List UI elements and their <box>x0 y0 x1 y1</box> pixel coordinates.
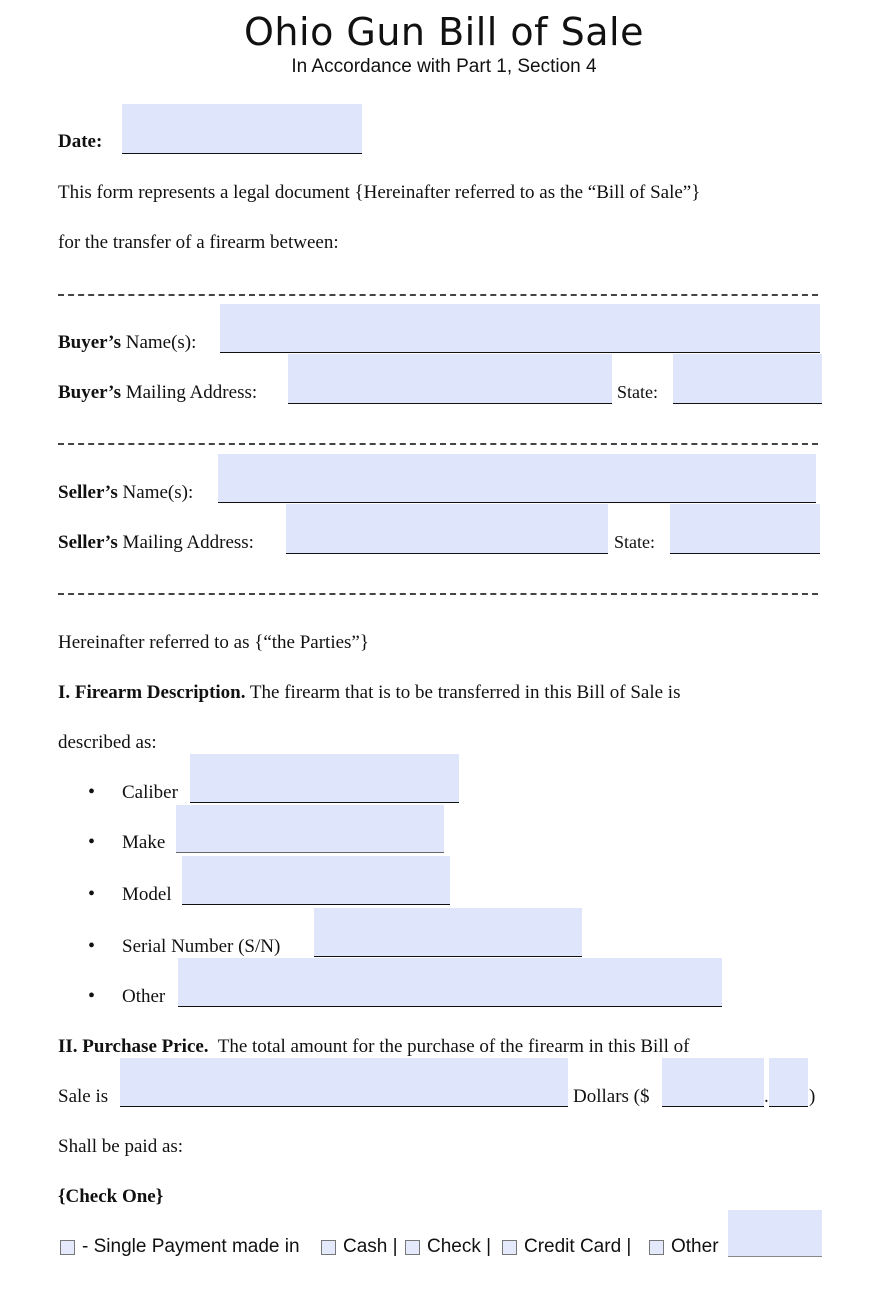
seller-state-field[interactable] <box>670 504 820 554</box>
decimal-point: . <box>764 1086 769 1107</box>
check-checkbox[interactable] <box>405 1240 420 1255</box>
serial-number-field[interactable] <box>314 908 582 957</box>
cents-field[interactable] <box>769 1058 808 1107</box>
buyer-state-field[interactable] <box>673 354 822 404</box>
single-payment-label: - Single Payment made in <box>82 1236 300 1257</box>
date-label: Date: <box>58 131 103 152</box>
single-payment-checkbox[interactable] <box>60 1240 75 1255</box>
other-field[interactable] <box>178 958 722 1007</box>
caliber-field[interactable] <box>190 754 459 803</box>
paid-as-text: Shall be paid as: <box>58 1136 184 1157</box>
buyer-address-field[interactable] <box>288 354 612 404</box>
seller-address-label: Seller’s Mailing Address: <box>58 532 254 553</box>
credit-card-checkbox[interactable] <box>502 1240 517 1255</box>
document-subtitle: In Accordance with Part 1, Section 4 <box>291 56 597 77</box>
sale-is-label: Sale is <box>58 1086 109 1107</box>
check-one-label: {Check One} <box>58 1186 164 1207</box>
make-field[interactable] <box>176 805 444 853</box>
bullet: • <box>88 781 96 803</box>
intro-line-1: This form represents a legal document {Hereinafter referred to as the “Bill of Sale”} <box>58 182 701 203</box>
make-label: Make <box>122 832 166 853</box>
buyer-name-label: Buyer’s Name(s): <box>58 332 197 353</box>
document-title: Ohio Gun Bill of Sale <box>244 10 644 54</box>
intro-line-2: for the transfer of a firearm between: <box>58 232 339 253</box>
divider <box>58 593 818 595</box>
described-as-text: described as: <box>58 732 157 753</box>
buyer-address-label: Buyer’s Mailing Address: <box>58 382 258 403</box>
bullet: • <box>88 831 96 853</box>
divider <box>58 294 818 296</box>
serial-number-label: Serial Number (S/N) <box>122 936 281 957</box>
purchase-price-paragraph: II. Purchase Price. The total amount for the purchase of the firearm in this Bill of <box>58 1036 690 1057</box>
bullet: • <box>88 935 96 957</box>
other-payment-label: Other <box>671 1236 719 1257</box>
firearm-description-paragraph: I. Firearm Description. The firearm that is to be transferred in this Bill of Sale is <box>58 682 681 703</box>
model-field[interactable] <box>182 856 450 905</box>
bullet: • <box>88 985 96 1007</box>
close-paren: ) <box>809 1086 816 1107</box>
bullet: • <box>88 883 96 905</box>
date-field[interactable] <box>122 104 362 154</box>
dollars-label: Dollars ($ <box>573 1086 650 1107</box>
seller-address-field[interactable] <box>286 504 608 554</box>
cash-label: Cash | <box>343 1236 398 1257</box>
cash-checkbox[interactable] <box>321 1240 336 1255</box>
caliber-label: Caliber <box>122 782 178 803</box>
model-label: Model <box>122 884 172 905</box>
parties-text: Hereinafter referred to as {“the Parties”} <box>58 632 369 653</box>
check-label: Check | <box>427 1236 492 1257</box>
seller-name-label: Seller’s Name(s): <box>58 482 194 503</box>
other-payment-field[interactable] <box>728 1210 822 1257</box>
amount-in-words-field[interactable] <box>120 1058 568 1107</box>
credit-card-label: Credit Card | <box>524 1236 632 1257</box>
buyer-state-label: State: <box>617 382 658 402</box>
other-label: Other <box>122 986 166 1007</box>
other-payment-checkbox[interactable] <box>649 1240 664 1255</box>
seller-name-field[interactable] <box>218 454 816 503</box>
buyer-name-field[interactable] <box>220 304 820 353</box>
dollars-field[interactable] <box>662 1058 764 1107</box>
seller-state-label: State: <box>614 532 655 552</box>
divider <box>58 443 818 445</box>
